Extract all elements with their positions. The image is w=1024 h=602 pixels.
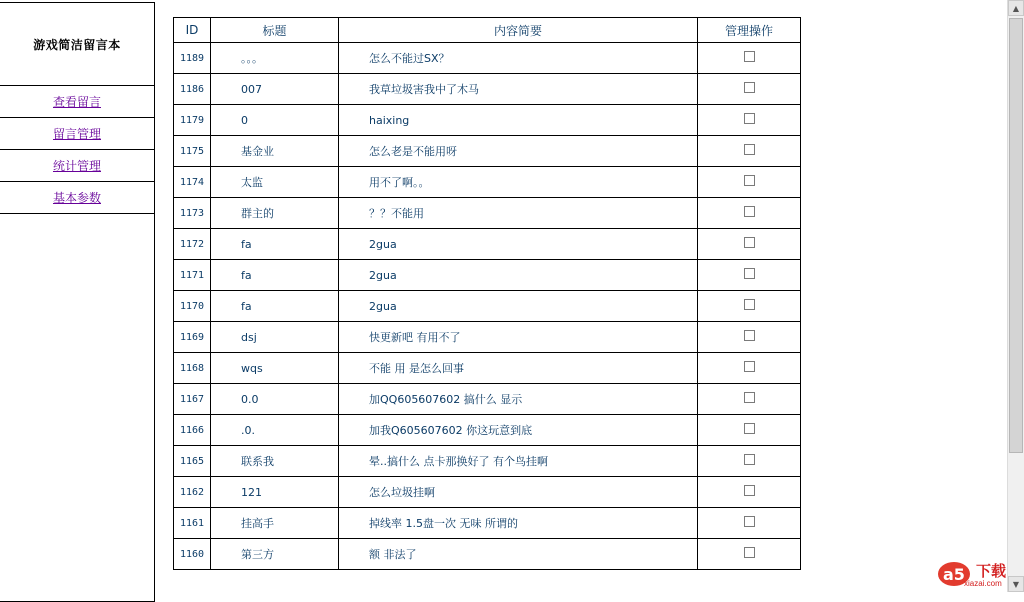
table-row [174, 136, 801, 167]
cell-summary: haixing [339, 105, 698, 136]
cell-action [698, 74, 801, 105]
cell-title: 第三方 [211, 539, 339, 570]
cell-summary: 用不了啊。。 [339, 167, 698, 198]
scroll-thumb[interactable] [1009, 18, 1023, 453]
row-select-checkbox[interactable] [744, 547, 755, 558]
row-select-checkbox[interactable] [744, 144, 755, 155]
cell-action [698, 446, 801, 477]
cell-title: 太监 [211, 167, 339, 198]
cell-id: 1166 [174, 415, 211, 446]
cell-title: 挂高手 [211, 508, 339, 539]
cell-summary: 不能 用 是怎么回事 [339, 353, 698, 384]
cell-title: fa [211, 229, 339, 260]
logo-text: a5 [943, 565, 965, 584]
cell-title: 121 [211, 477, 339, 508]
cell-id: 1161 [174, 508, 211, 539]
row-select-checkbox[interactable] [744, 330, 755, 341]
row-select-checkbox[interactable] [744, 206, 755, 217]
cell-title: wqs [211, 353, 339, 384]
cell-action [698, 291, 801, 322]
header-title: 标题 [211, 18, 339, 43]
table-row [174, 74, 801, 105]
cell-title: fa [211, 291, 339, 322]
header-action: 管理操作 [698, 18, 801, 43]
nav-item-message-management [0, 118, 154, 150]
row-select-checkbox[interactable] [744, 423, 755, 434]
cell-summary: 怎么垃圾挂啊 [339, 477, 698, 508]
cell-id: 1189 [174, 43, 211, 74]
cell-action [698, 384, 801, 415]
row-select-checkbox[interactable] [744, 485, 755, 496]
cell-action [698, 353, 801, 384]
header-summary: 内容简要 [339, 18, 698, 43]
cell-id: 1162 [174, 477, 211, 508]
nav-link-statistics[interactable]: 统计管理 [52, 159, 101, 173]
cell-id: 1167 [174, 384, 211, 415]
scroll-up-icon[interactable]: ▲ [1008, 0, 1024, 16]
cell-action [698, 229, 801, 260]
cell-summary: 我草垃圾害我中了木马 [339, 74, 698, 105]
cell-title: dsj [211, 322, 339, 353]
watermark-logo [936, 556, 1016, 590]
cell-summary: ？？不能用 [339, 198, 698, 229]
watermark-brand: 下载 [976, 562, 1007, 580]
cell-summary: 怎么老是不能用呀 [339, 136, 698, 167]
table-row [174, 260, 801, 291]
cell-action [698, 539, 801, 570]
table-row [174, 539, 801, 570]
table-row [174, 508, 801, 539]
nav-link-view-messages[interactable]: 查看留言 [52, 95, 101, 109]
table-row [174, 105, 801, 136]
cell-id: 1160 [174, 539, 211, 570]
table-header-row [174, 18, 801, 43]
row-select-checkbox[interactable] [744, 454, 755, 465]
cell-id: 1186 [174, 74, 211, 105]
cell-id: 1168 [174, 353, 211, 384]
cell-title: fa [211, 260, 339, 291]
cell-action [698, 260, 801, 291]
nav-item-view-messages [0, 86, 154, 118]
cell-summary: 加QQ605607602 搞什么 显示 [339, 384, 698, 415]
cell-id: 1172 [174, 229, 211, 260]
table-row [174, 291, 801, 322]
cell-id: 1179 [174, 105, 211, 136]
table-row [174, 43, 801, 74]
cell-action [698, 415, 801, 446]
cell-summary: 快更新吧 有用不了 [339, 322, 698, 353]
cell-title: 联系我 [211, 446, 339, 477]
watermark-sub: xiazai.com [964, 579, 1002, 588]
cell-action [698, 167, 801, 198]
table-row [174, 322, 801, 353]
nav-link-basic-settings[interactable]: 基本参数 [52, 191, 101, 205]
sidebar [0, 2, 155, 602]
cell-action [698, 43, 801, 74]
table-row [174, 198, 801, 229]
cell-id: 1175 [174, 136, 211, 167]
row-select-checkbox[interactable] [744, 268, 755, 279]
table-row [174, 477, 801, 508]
cell-id: 1174 [174, 167, 211, 198]
table-row [174, 415, 801, 446]
messages-table [173, 17, 801, 570]
cell-id: 1173 [174, 198, 211, 229]
vertical-scrollbar[interactable] [1007, 0, 1024, 592]
cell-summary: 2gua [339, 260, 698, 291]
cell-title: .0. [211, 415, 339, 446]
table-row [174, 167, 801, 198]
nav-item-statistics [0, 150, 154, 182]
cell-action [698, 322, 801, 353]
table-body [174, 43, 801, 570]
cell-id: 1169 [174, 322, 211, 353]
cell-summary: 额 非法了 [339, 539, 698, 570]
cell-id: 1170 [174, 291, 211, 322]
nav-item-basic-settings [0, 182, 154, 214]
cell-id: 1165 [174, 446, 211, 477]
cell-summary: 2gua [339, 229, 698, 260]
cell-title: 0.0 [211, 384, 339, 415]
cell-title: 0 [211, 105, 339, 136]
cell-action [698, 477, 801, 508]
cell-title: 007 [211, 74, 339, 105]
cell-action [698, 508, 801, 539]
cell-action [698, 105, 801, 136]
cell-summary: 晕..搞什么 点卡那换好了 有个鸟挂啊 [339, 446, 698, 477]
row-select-checkbox[interactable] [744, 516, 755, 527]
table-row [174, 384, 801, 415]
row-select-checkbox[interactable] [744, 237, 755, 248]
cell-title: 基金业 [211, 136, 339, 167]
row-select-checkbox[interactable] [744, 361, 755, 372]
table-row [174, 446, 801, 477]
header-id: ID [174, 18, 211, 43]
site-title: 游戏简洁留言本 [0, 3, 154, 86]
cell-action [698, 136, 801, 167]
nav-link-message-management[interactable]: 留言管理 [52, 127, 101, 141]
cell-summary: 怎么不能过SX？ [339, 43, 698, 74]
row-select-checkbox[interactable] [744, 392, 755, 403]
cell-summary: 2gua [339, 291, 698, 322]
table-row [174, 353, 801, 384]
cell-summary: 加我Q605607602 你这玩意到底 [339, 415, 698, 446]
row-select-checkbox[interactable] [744, 175, 755, 186]
cell-title: 群主的 [211, 198, 339, 229]
cell-action [698, 198, 801, 229]
cell-summary: 掉线率 1.5盘一次 无味 所谓的 [339, 508, 698, 539]
scroll-down-icon[interactable]: ▼ [1008, 576, 1024, 592]
row-select-checkbox[interactable] [744, 299, 755, 310]
row-select-checkbox[interactable] [744, 113, 755, 124]
row-select-checkbox[interactable] [744, 82, 755, 93]
table-row [174, 229, 801, 260]
row-select-checkbox[interactable] [744, 51, 755, 62]
cell-title: 。。。 [211, 43, 339, 74]
cell-id: 1171 [174, 260, 211, 291]
